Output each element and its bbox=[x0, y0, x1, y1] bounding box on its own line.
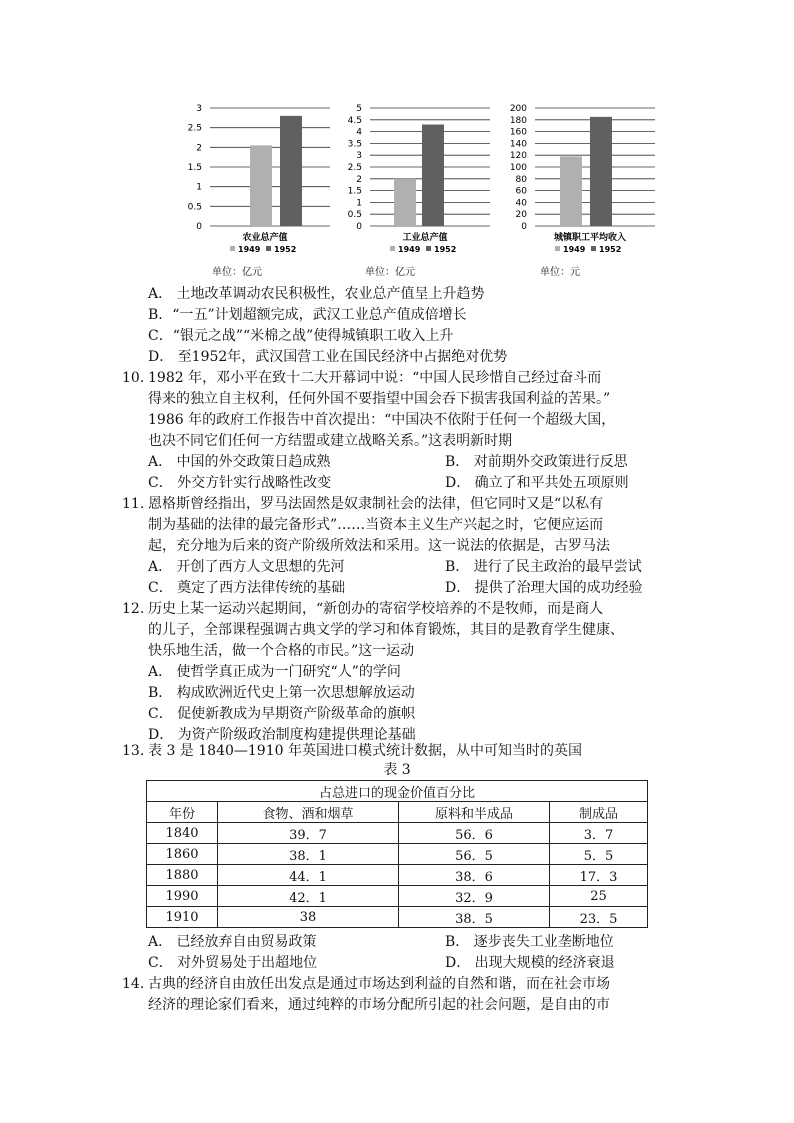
legend-swatch bbox=[230, 246, 235, 251]
tick-label: 140 bbox=[509, 139, 527, 150]
col-raw: 原料和半成品 bbox=[399, 802, 550, 823]
tick-label: 60 bbox=[515, 186, 527, 197]
q12-option-c: C． 促使新教成为早期资产阶级革命的旗帜 bbox=[148, 706, 416, 722]
q12-line: 的儿子，全部课程强调古典文学的学习和体育锻炼，其目的是教育学生健康、 bbox=[148, 622, 624, 638]
import-table bbox=[146, 780, 648, 928]
table-cell: 39．7 bbox=[218, 823, 399, 844]
table-cell: 23．5 bbox=[550, 907, 648, 928]
tick-label: 1 bbox=[196, 182, 202, 193]
legend-label: 1949 bbox=[398, 245, 421, 254]
tick-label: 200 bbox=[509, 104, 527, 114]
legend-label: 1949 bbox=[238, 245, 261, 254]
table-cell: 1990 bbox=[147, 886, 218, 907]
tick-label: 1.5 bbox=[187, 163, 202, 173]
table-caption: 表 3 bbox=[383, 762, 411, 778]
q12-option-d: D． 为资产阶级政治制度构建提供理论基础 bbox=[148, 727, 416, 743]
table-header-top: 占总进口的现金价值百分比 bbox=[147, 781, 648, 802]
tick-label: 2.5 bbox=[347, 163, 362, 173]
col-year: 年份 bbox=[147, 802, 218, 823]
legend-swatch bbox=[555, 246, 560, 251]
q12-option-a: A． 使哲学真正成为一门研究“人”的学问 bbox=[148, 664, 401, 680]
q11-option-c: C． 奠定了西方法律传统的基础 bbox=[148, 580, 346, 596]
q11-option-d: D． 提供了治理大国的成功经验 bbox=[445, 580, 643, 596]
tick-label: 3.5 bbox=[347, 139, 362, 150]
bar-1952 bbox=[422, 125, 444, 226]
legend-label: 1952 bbox=[274, 245, 297, 254]
tick-label: 0 bbox=[356, 222, 362, 232]
q10-line: 1982 年，邓小平在致十二大开幕词中说：“中国人民珍惜自己经过奋斗而 bbox=[148, 370, 602, 386]
q10-line: 也决不同它们任何一方结盟或建立战略关系。”这表明新时期 bbox=[148, 433, 513, 449]
legend-label: 1952 bbox=[434, 245, 457, 254]
table-header-row bbox=[147, 781, 648, 802]
table-row bbox=[147, 886, 648, 907]
chart-title: 农业总产值 bbox=[242, 233, 288, 243]
bar-1949 bbox=[394, 179, 416, 226]
q12-number: 12. bbox=[122, 601, 145, 617]
tick-label: 80 bbox=[515, 174, 527, 185]
chart-title: 工业总产值 bbox=[402, 233, 448, 243]
chart-income-unit: 单位：元 bbox=[540, 267, 580, 278]
table-cell: 25 bbox=[550, 886, 648, 907]
legend-swatch bbox=[591, 246, 596, 251]
tick-label: 100 bbox=[509, 163, 527, 173]
legend-label: 1952 bbox=[599, 245, 622, 254]
legend-swatch bbox=[266, 246, 271, 251]
bar-1952 bbox=[590, 117, 612, 226]
table-cell: 56．6 bbox=[399, 823, 550, 844]
tick-label: 5 bbox=[356, 104, 362, 114]
q10-line: 得来的独立自主权利，任何外国不要指望中国会吞下损害我国利益的苦果。” bbox=[148, 391, 611, 407]
q11-option-a: A． 开创了西方人文思想的先河 bbox=[148, 559, 345, 575]
tick-label: 2.5 bbox=[187, 123, 202, 134]
tick-label: 40 bbox=[515, 198, 527, 209]
table-cell: 1880 bbox=[147, 865, 218, 886]
q9-option-c: C．“银元之战”“米棉之战”使得城镇职工收入上升 bbox=[148, 328, 454, 344]
q10-number: 10. bbox=[122, 370, 145, 386]
table-column-row bbox=[147, 802, 648, 823]
tick-label: 180 bbox=[509, 115, 527, 126]
q13-option-b: B． 逐步丧失工业垄断地位 bbox=[445, 934, 614, 950]
chart-title: 城镇职工平均收入 bbox=[553, 233, 627, 243]
table-cell: 38．6 bbox=[399, 865, 550, 886]
chart-svg bbox=[500, 98, 700, 268]
chart-income bbox=[500, 98, 700, 278]
q10-line: 1986 年的政府工作报告中首次提出：“中国决不依附于任何一个超级大国， bbox=[148, 412, 616, 428]
q11-line: 恩格斯曾经指出，罗马法固然是奴隶制社会的法律，但它同时又是“以私有 bbox=[148, 496, 604, 512]
tick-label: 20 bbox=[515, 210, 527, 221]
q12-line: 历史上某一运动兴起期间，“新创办的寄宿学校培养的不是牧师，而是商人 bbox=[148, 601, 604, 617]
bar-1949 bbox=[560, 156, 582, 226]
tick-label: 0 bbox=[196, 222, 202, 232]
q11-number: 11. bbox=[122, 496, 145, 512]
tick-label: 0.5 bbox=[347, 210, 362, 221]
tick-label: 160 bbox=[509, 127, 527, 138]
q13-number: 13. bbox=[122, 743, 145, 759]
tick-label: 3 bbox=[356, 151, 362, 162]
q10-option-a: A． 中国的外交政策日趋成熟 bbox=[148, 454, 331, 470]
table-cell: 42．1 bbox=[218, 886, 399, 907]
q11-option-b: B． 进行了民主政治的最早尝试 bbox=[445, 559, 642, 575]
chart-agriculture-unit: 单位：亿元 bbox=[212, 267, 262, 278]
tick-label: 2 bbox=[196, 143, 202, 154]
table-cell: 38 bbox=[218, 907, 399, 928]
table-cell: 38．1 bbox=[218, 844, 399, 865]
table-cell: 17．3 bbox=[550, 865, 648, 886]
col-manufactured: 制成品 bbox=[550, 802, 648, 823]
table-cell: 1910 bbox=[147, 907, 218, 928]
table-cell: 44．1 bbox=[218, 865, 399, 886]
q10-option-c: C． 外交方针实行战略性改变 bbox=[148, 475, 332, 491]
legend-label: 1949 bbox=[563, 245, 586, 254]
q14-line: 经济的理论家们看来，通过纯粹的市场分配所引起的社会问题，是自由的市 bbox=[148, 997, 610, 1013]
tick-label: 4 bbox=[356, 127, 362, 138]
table-cell: 38．5 bbox=[399, 907, 550, 928]
table-cell: 1840 bbox=[147, 823, 218, 844]
q9-option-a: A． 土地改革调动农民积极性，农业总产值呈上升趋势 bbox=[148, 286, 485, 302]
q13-option-c: C． 对外贸易处于出超地位 bbox=[148, 955, 318, 971]
tick-label: 2 bbox=[356, 174, 362, 185]
legend-swatch bbox=[426, 246, 431, 251]
q11-line: 制为基础的法律的最完备形式”……当资本主义生产兴起之时，它便应运而 bbox=[148, 517, 604, 533]
table-row bbox=[147, 907, 648, 928]
tick-label: 3 bbox=[196, 104, 202, 114]
col-food: 食物、酒和烟草 bbox=[218, 802, 399, 823]
tick-label: 4.5 bbox=[347, 115, 362, 126]
tick-label: 0 bbox=[521, 222, 527, 232]
tick-label: 120 bbox=[509, 151, 527, 162]
table-cell: 3．7 bbox=[550, 823, 648, 844]
q9-option-b: B．“一五”计划超额完成，武汉工业总产值成倍增长 bbox=[148, 307, 467, 323]
tick-label: 1.5 bbox=[347, 186, 362, 197]
bar-1949 bbox=[250, 145, 272, 226]
table-cell: 56．5 bbox=[399, 844, 550, 865]
q13-option-a: A． 已经放弃自由贸易政策 bbox=[148, 934, 317, 950]
table-cell: 1860 bbox=[147, 844, 218, 865]
q14-line: 古典的经济自由放任出发点是通过市场达到利益的自然和谐，而在社会市场 bbox=[148, 976, 610, 992]
bar-1952 bbox=[280, 116, 302, 226]
q13-option-d: D． 出现大规模的经济衰退 bbox=[445, 955, 615, 971]
legend-swatch bbox=[390, 246, 395, 251]
tick-label: 1 bbox=[356, 198, 362, 209]
q12-option-b: B． 构成欧洲近代史上第一次思想解放运动 bbox=[148, 685, 415, 701]
table-cell: 32．9 bbox=[399, 886, 550, 907]
q14-number: 14. bbox=[122, 976, 145, 992]
q10-option-b: B． 对前期外交政策进行反思 bbox=[445, 454, 628, 470]
q13-line: 表 3 是 1840—1910 年英国进口模式统计数据，从中可知当时的英国 bbox=[148, 743, 582, 759]
table-row bbox=[147, 844, 648, 865]
chart-industry-unit: 单位：亿元 bbox=[365, 267, 415, 278]
q10-option-d: D． 确立了和平共处五项原则 bbox=[445, 475, 629, 491]
table-cell: 5．5 bbox=[550, 844, 648, 865]
q9-option-d: D． 至1952年，武汉国营工业在国民经济中占据绝对优势 bbox=[148, 349, 508, 365]
table-row bbox=[147, 823, 648, 844]
q12-line: 快乐地生活，做一个合格的市民。”这一运动 bbox=[148, 643, 415, 659]
table-row bbox=[147, 865, 648, 886]
tick-label: 0.5 bbox=[187, 202, 202, 213]
q11-line: 起，充分地为后来的资产阶级所效法和采用。这一说法的依据是，古罗马法 bbox=[148, 538, 610, 554]
